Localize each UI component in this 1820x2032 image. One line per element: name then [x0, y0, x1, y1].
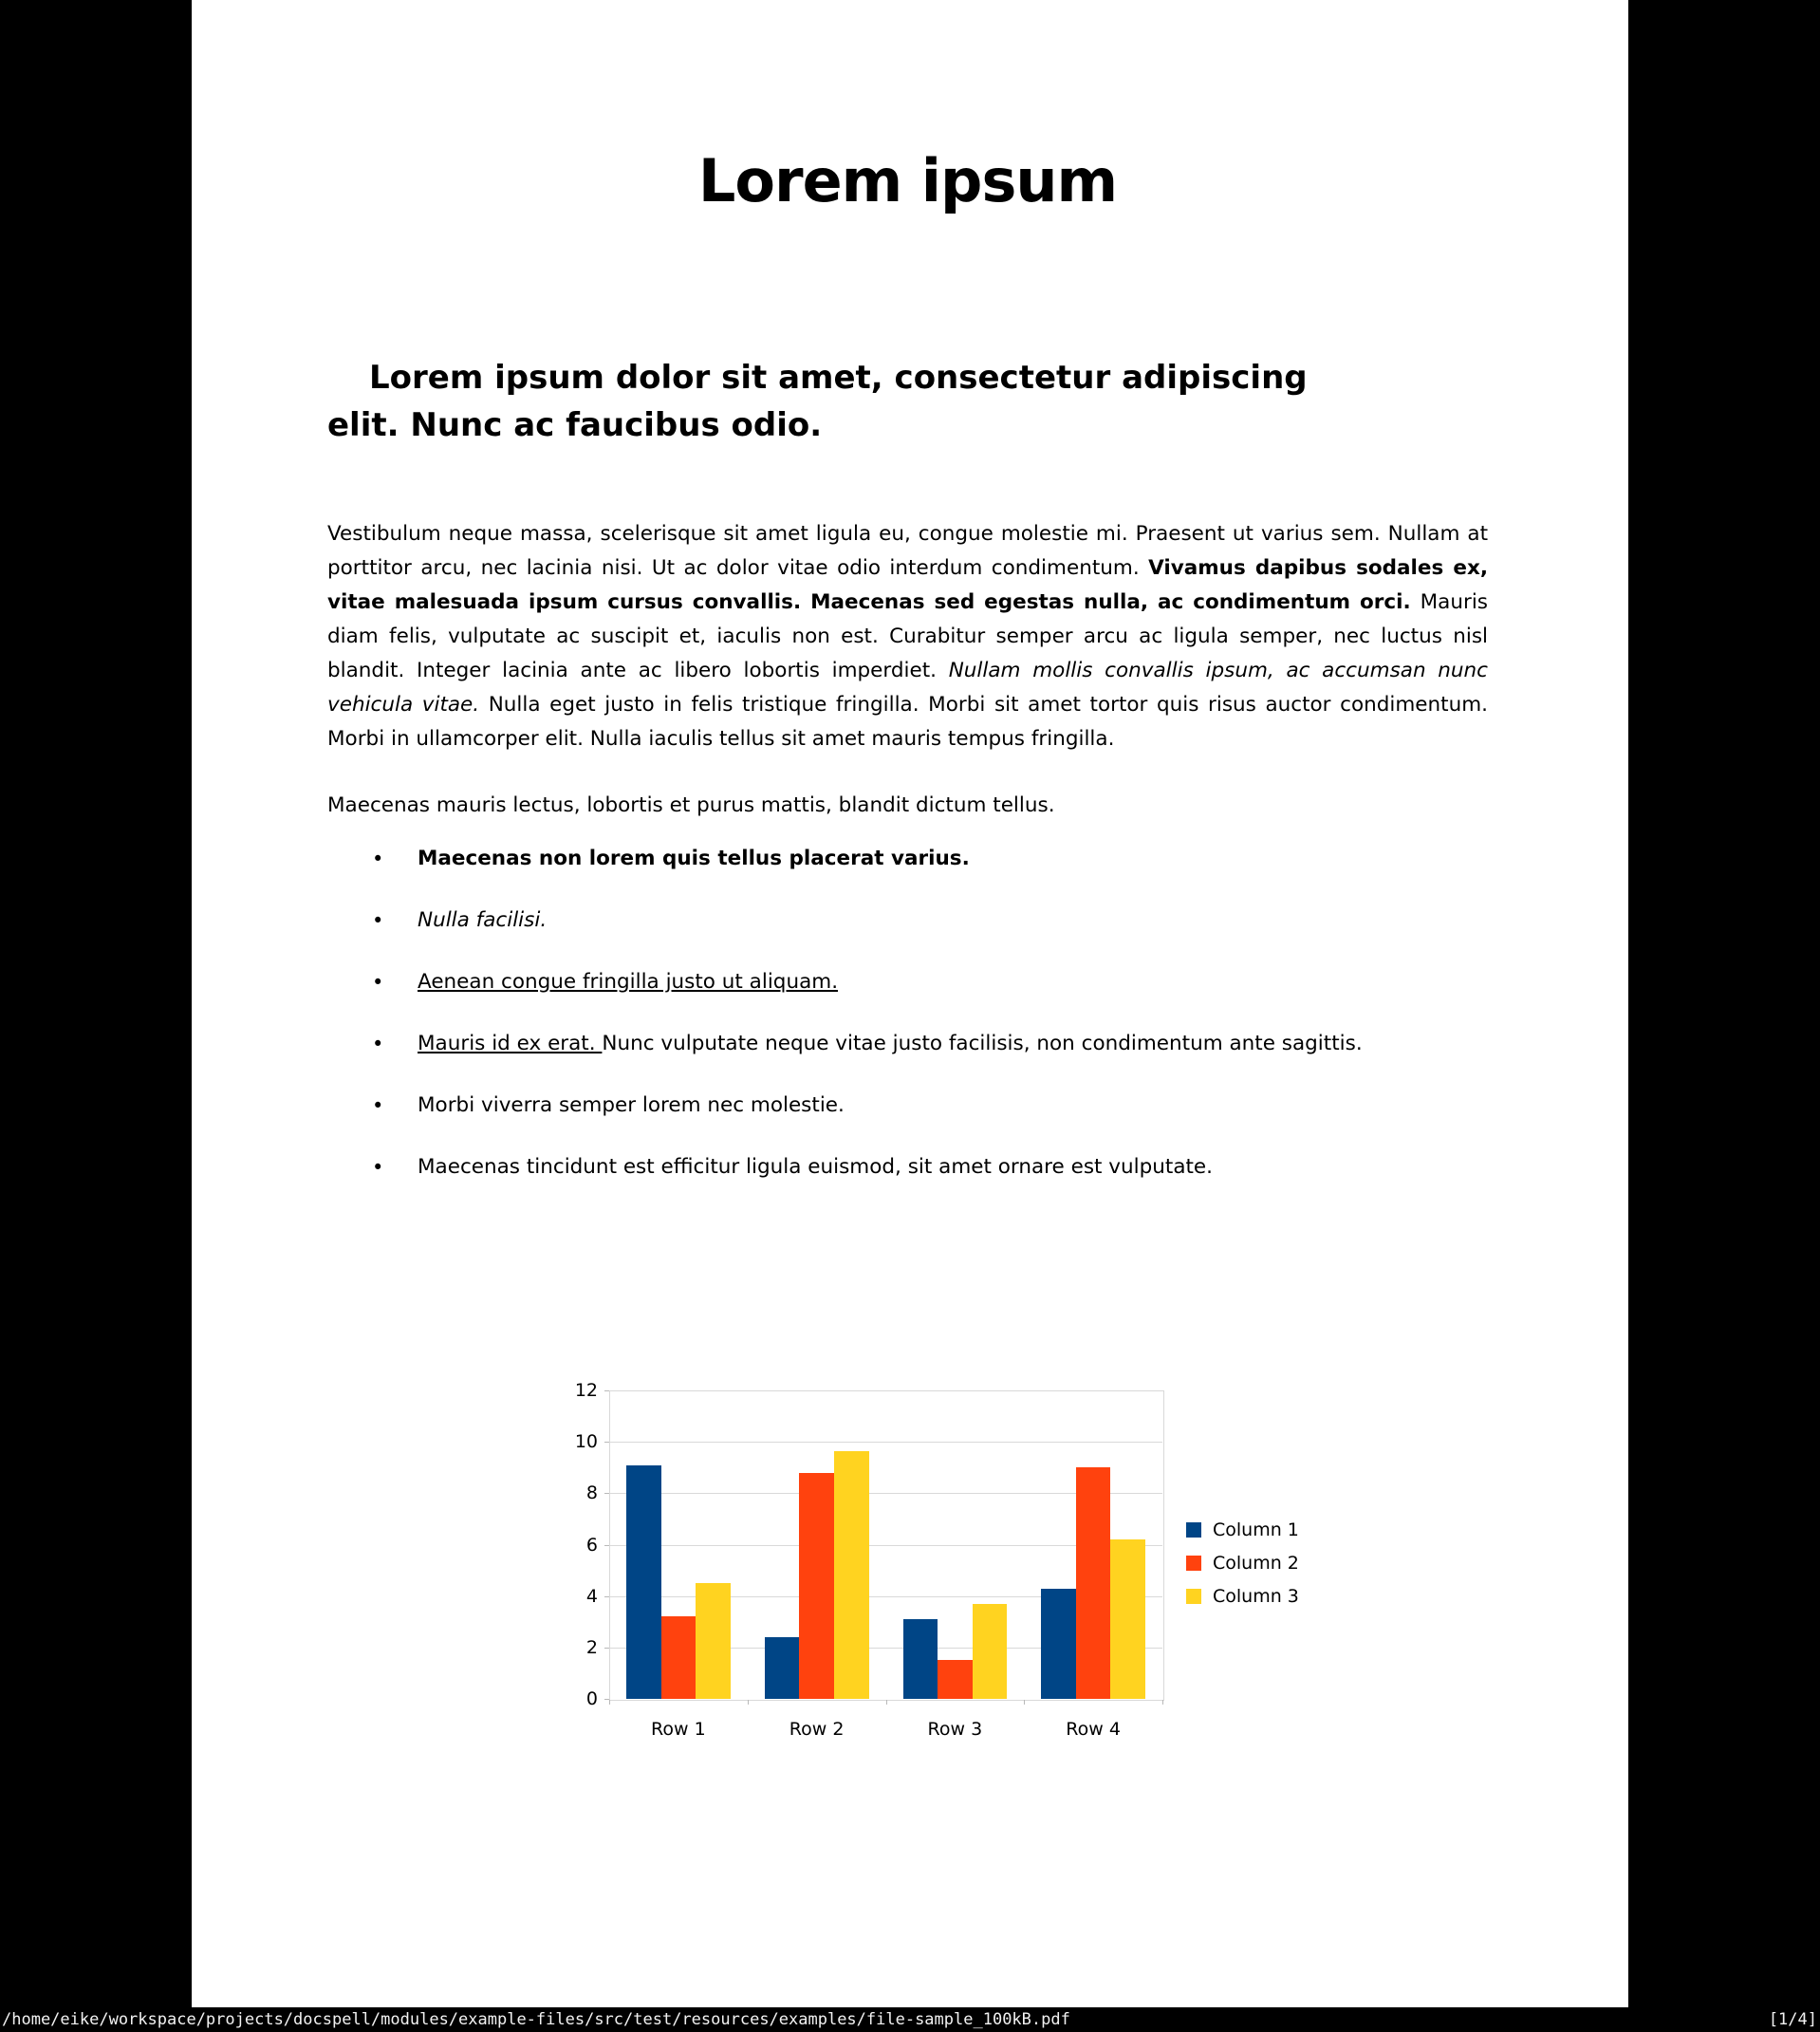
bar-column2-row1	[661, 1616, 696, 1699]
heading-line-2: elit. Nunc ac faucibus odio.	[327, 406, 823, 444]
text-run-normal: Maecenas tincidunt est efficitur ligula euismod, sit amet ornare est vulputate.	[418, 1155, 1213, 1179]
paragraph-1	[327, 517, 1488, 756]
pdf-page[interactable]	[192, 0, 1628, 2007]
x-axis-label: Row 3	[927, 1719, 983, 1740]
list-item	[327, 904, 1488, 938]
chart-plot-area	[609, 1390, 1164, 1701]
heading-line-1: Lorem ipsum dolor sit amet, consectetur adipiscing	[369, 359, 1308, 397]
x-axis-tick	[609, 1700, 610, 1705]
y-axis-label: 4	[585, 1585, 598, 1607]
text-run-italic: Nulla facilisi.	[418, 908, 548, 932]
y-axis-tick	[604, 1648, 609, 1649]
status-bar	[0, 2007, 1820, 2032]
x-axis-tick	[886, 1700, 887, 1705]
x-axis-label: Row 2	[789, 1719, 845, 1740]
list-item	[327, 1150, 1488, 1184]
bar-column1-row3	[903, 1619, 938, 1699]
bullet-list	[327, 842, 1488, 1184]
y-axis-label: 6	[585, 1534, 598, 1556]
legend-label: Column 1	[1213, 1519, 1299, 1540]
text-run-normal: Morbi viverra semper lorem nec molestie.	[418, 1093, 845, 1117]
bullet-marker: •	[372, 1094, 384, 1117]
y-axis-label: 10	[574, 1431, 598, 1453]
bar-column2-row2	[799, 1473, 834, 1699]
y-axis-label: 2	[585, 1636, 598, 1658]
y-axis-tick	[604, 1390, 609, 1391]
y-axis-label: 0	[585, 1688, 598, 1709]
grid-line	[609, 1648, 1162, 1649]
y-axis-tick	[604, 1699, 609, 1700]
x-axis-label: Row 4	[1066, 1719, 1121, 1740]
x-axis-label: Row 1	[651, 1719, 706, 1740]
y-axis-tick	[604, 1442, 609, 1443]
text-run-normal: Mauris diam felis, vulputate ac suscipit et, iaculis non est. Curabitur semper arcu ac ligula semper, nec luctus nisl blandit. Integer lacinia ante ac libero lobortis imperdiet.	[327, 590, 1488, 682]
text-run-normal: Vestibulum neque massa, scelerisque sit amet ligula eu, congue molestie mi. Praesent ut varius sem. Nullam at porttitor arcu, nec lacinia nisi. Ut ac dolor vitae odio interdum condimentum.	[327, 522, 1488, 580]
file-path: /home/eike/workspace/projects/docspell/modules/example-files/src/test/resources/examples/file-sample_100kB.pdf	[2, 2010, 1070, 2029]
grid-line	[609, 1493, 1162, 1494]
text-run-normal: Nulla eget justo in felis tristique fringilla. Morbi sit amet tortor quis risus auctor condimentum. Morbi in ullamcorper elit. Nulla iaculis tellus sit amet mauris tempus fringilla.	[327, 693, 1488, 751]
bar-column3-row1	[696, 1583, 731, 1699]
y-axis-tick	[604, 1493, 609, 1494]
x-axis-tick	[1162, 1700, 1163, 1705]
legend-swatch	[1186, 1589, 1201, 1604]
document-heading	[327, 354, 1488, 449]
bar-column3-row3	[973, 1604, 1008, 1699]
document-title: Lorem ipsum	[697, 146, 1118, 215]
bar-column2-row4	[1076, 1467, 1111, 1699]
bullet-marker: •	[372, 909, 384, 932]
page-content	[327, 0, 1488, 1212]
grid-line	[609, 1442, 1162, 1443]
bar-column3-row4	[1110, 1539, 1145, 1699]
text-run-underline: Aenean congue fringilla justo ut aliquam.	[418, 970, 839, 994]
text-run-bold: Maecenas non lorem quis tellus placerat varius.	[418, 847, 970, 870]
grid-line	[609, 1596, 1162, 1597]
x-axis-tick	[1024, 1700, 1025, 1705]
grid-line	[609, 1545, 1162, 1546]
y-axis-label: 8	[585, 1482, 598, 1504]
bar-column1-row1	[626, 1465, 661, 1699]
text-run-underline: Mauris id ex erat.	[418, 1032, 603, 1055]
paragraph-2: Maecenas mauris lectus, lobortis et purus mattis, blandit dictum tellus.	[327, 793, 1055, 817]
bar-column3-row2	[834, 1451, 869, 1699]
bullet-marker: •	[372, 848, 384, 870]
legend-swatch	[1186, 1556, 1201, 1571]
list-item	[327, 1027, 1488, 1061]
y-axis-tick	[604, 1596, 609, 1597]
bar-column2-row3	[938, 1660, 973, 1699]
text-run-bold: Vivamus dapibus sodales ex, vitae malesuada ipsum cursus convallis. Maecenas sed egestas nulla, ac condimentum orci.	[327, 556, 1488, 614]
bullet-marker: •	[372, 971, 384, 994]
bar-column1-row2	[765, 1637, 800, 1699]
list-item	[327, 842, 1488, 876]
legend-label: Column 3	[1213, 1586, 1299, 1607]
bar-column1-row4	[1041, 1589, 1076, 1699]
page-indicator: [1/4]	[1768, 2010, 1817, 2029]
list-item	[327, 1089, 1488, 1123]
bullet-marker: •	[372, 1156, 384, 1179]
y-axis-label: 12	[574, 1380, 598, 1401]
legend-label: Column 2	[1213, 1553, 1299, 1574]
bullet-marker: •	[372, 1033, 384, 1055]
x-axis-tick	[748, 1700, 749, 1705]
list-item	[327, 965, 1488, 999]
legend-swatch	[1186, 1522, 1201, 1538]
text-run-italic: Nullam mollis convallis ipsum, ac accumsan nunc vehicula vitae.	[327, 659, 1489, 717]
y-axis-tick	[604, 1545, 609, 1546]
text-run-normal: Nunc vulputate neque vitae justo facilisis, non condimentum ante sagittis.	[602, 1032, 1363, 1055]
